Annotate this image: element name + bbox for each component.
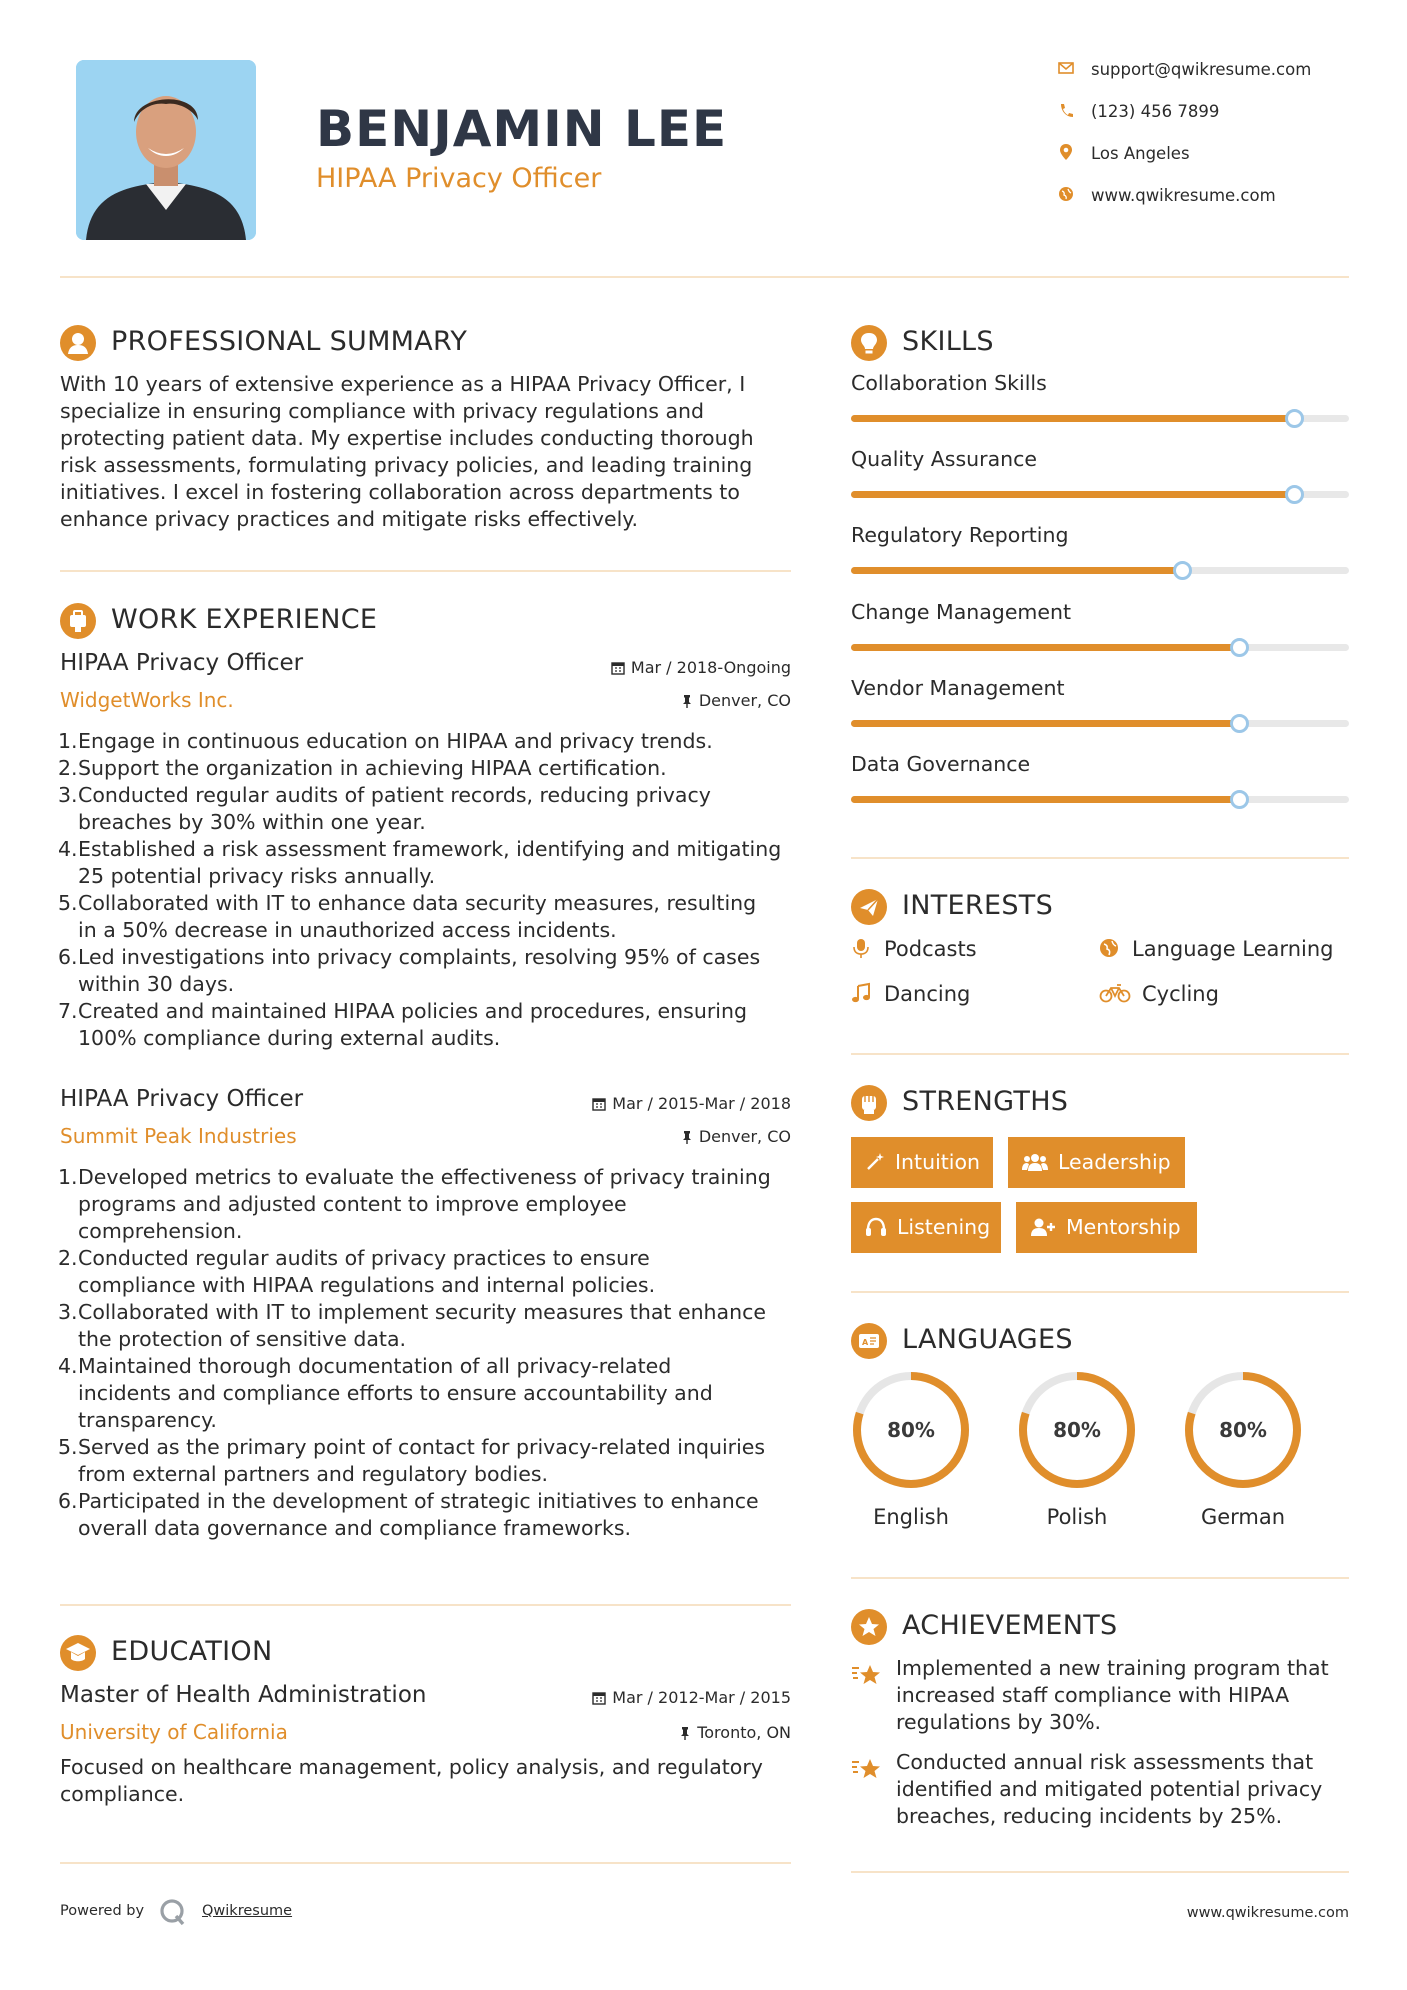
- globe-icon: [1058, 185, 1074, 203]
- job-date: [611, 658, 791, 677]
- strength-label: Listening: [897, 1215, 991, 1239]
- skill-bar-fill: [851, 415, 1294, 422]
- achievement-line: regulations by 30%.: [896, 1710, 1102, 1734]
- list-line: Collaborated with IT to enhance data security measures, resulting: [78, 891, 757, 915]
- skills-heading: SKILLS: [902, 326, 994, 357]
- language-progress-ring: [1182, 1369, 1304, 1491]
- skill-label: Collaboration Skills: [851, 371, 1047, 395]
- list-number: 6.: [58, 945, 78, 969]
- work-divider: [60, 1604, 791, 1606]
- list-number: 7.: [58, 999, 78, 1023]
- list-line: in a 50% decrease in unauthorized access incidents.: [78, 918, 617, 942]
- list-line: Established a risk assessment framework, identifying and mitigating: [78, 837, 782, 861]
- strengths-heading: STRENGTHS: [902, 1086, 1069, 1117]
- email-text: support@qwikresume.com: [1091, 60, 1312, 79]
- profile-photo: [76, 60, 256, 240]
- interest-label: Podcasts: [884, 937, 977, 961]
- header-divider: [60, 276, 1349, 278]
- graduation-icon: [60, 1635, 96, 1671]
- list-number: 6.: [58, 1489, 78, 1513]
- strength-chip: [1016, 1202, 1197, 1253]
- list-line: Collaborated with IT to implement security measures that enhance: [78, 1300, 766, 1324]
- language-progress-ring: [850, 1369, 972, 1491]
- summary-line: risk assessments, formulating privacy policies, and leading training: [60, 453, 753, 477]
- list-line: 25 potential privacy risks annually.: [78, 864, 436, 888]
- user-icon: [60, 325, 96, 361]
- skill-bar: [851, 415, 1349, 422]
- skill-bar: [851, 567, 1349, 574]
- strength-label: Mentorship: [1066, 1215, 1181, 1239]
- phone-text: (123) 456 7899: [1091, 102, 1220, 121]
- degree-name: Master of Health Administration: [60, 1682, 427, 1708]
- microphone-icon: [851, 937, 871, 959]
- school-name: University of California: [60, 1720, 288, 1744]
- strength-chip: [851, 1137, 993, 1188]
- education-line: compliance.: [60, 1782, 185, 1806]
- language-progress-ring: [1016, 1369, 1138, 1491]
- education-location: [679, 1723, 791, 1742]
- list-item: [60, 944, 810, 998]
- list-number: 1.: [58, 729, 78, 753]
- map-pin-icon: [1058, 143, 1074, 161]
- footer-website[interactable]: www.qwikresume.com: [1186, 1905, 1349, 1921]
- list-item: [60, 728, 810, 755]
- bicycle-icon: [1099, 982, 1131, 1004]
- skill-bar-fill: [851, 644, 1239, 651]
- users-icon: [1022, 1152, 1048, 1172]
- list-number: 2.: [58, 1246, 78, 1270]
- skill-bar-handle: [1230, 790, 1249, 809]
- skill-bar-handle: [1230, 638, 1249, 657]
- achievement-line: identified and mitigated potential privacy: [896, 1777, 1323, 1801]
- footer-brand-link[interactable]: Qwikresume: [202, 1903, 293, 1919]
- list-line: within 30 days.: [78, 972, 235, 996]
- list-item: [60, 836, 810, 890]
- skill-bar: [851, 644, 1349, 651]
- achievements-heading: ACHIEVEMENTS: [902, 1610, 1118, 1641]
- skill-bar-fill: [851, 491, 1294, 498]
- qwikresume-logo-icon: [158, 1897, 188, 1927]
- job-date-text: Mar / 2018-Ongoing: [630, 658, 791, 677]
- list-item: [60, 782, 810, 836]
- education-line: Focused on healthcare management, policy analysis, and regulatory: [60, 1755, 763, 1779]
- skill-bar-handle: [1285, 485, 1304, 504]
- shooting-star-icon: [851, 1662, 883, 1690]
- skill-bar-handle: [1230, 714, 1249, 733]
- list-number: 5.: [58, 891, 78, 915]
- lightbulb-icon: [851, 325, 887, 361]
- skill-bar-fill: [851, 567, 1182, 574]
- achievement-item: [896, 1749, 1346, 1830]
- calendar-icon: [592, 1691, 606, 1705]
- language-name: German: [1200, 1505, 1286, 1529]
- list-item: [60, 1353, 810, 1434]
- shooting-star-icon: [851, 1756, 883, 1784]
- summary-line: protecting patient data. My expertise includes conducting thorough: [60, 426, 754, 450]
- interests-divider: [851, 1053, 1349, 1055]
- candidate-title: HIPAA Privacy Officer: [316, 163, 602, 194]
- summary-line: With 10 years of extensive experience as a HIPAA Privacy Officer, I: [60, 372, 746, 396]
- pushpin-icon: [679, 1726, 691, 1740]
- list-number: 3.: [58, 783, 78, 807]
- achievement-line: Conducted annual risk assessments that: [896, 1750, 1314, 1774]
- music-note-icon: [851, 982, 871, 1004]
- list-line: Served as the primary point of contact for privacy-related inquiries: [78, 1435, 766, 1459]
- achievement-line: breaches, reducing incidents by 25%.: [896, 1804, 1283, 1828]
- work-heading: WORK EXPERIENCE: [111, 604, 378, 635]
- star-badge-icon: [851, 1609, 887, 1645]
- strength-label: Leadership: [1058, 1150, 1171, 1174]
- strengths-divider: [851, 1291, 1349, 1293]
- skill-bar-handle: [1173, 561, 1192, 580]
- list-line: comprehension.: [78, 1219, 243, 1243]
- skills-divider: [851, 857, 1349, 859]
- language-name: Polish: [1046, 1505, 1108, 1529]
- skill-label: Data Governance: [851, 752, 1031, 776]
- languages-heading: LANGUAGES: [902, 1324, 1073, 1355]
- website-text: www.qwikresume.com: [1091, 186, 1276, 205]
- summary-heading: PROFESSIONAL SUMMARY: [111, 326, 468, 357]
- list-line: breaches by 30% within one year.: [78, 810, 426, 834]
- list-line: Maintained thorough documentation of all privacy-related: [78, 1354, 672, 1378]
- list-line: 100% compliance during external audits.: [78, 1026, 501, 1050]
- skill-bar-fill: [851, 720, 1239, 727]
- headphones-icon: [865, 1217, 887, 1237]
- job-location: [681, 1127, 791, 1146]
- list-line: Conducted regular audits of privacy practices to ensure: [78, 1246, 650, 1270]
- education-divider: [60, 1862, 791, 1864]
- list-line: from external partners and regulatory bodies.: [78, 1462, 549, 1486]
- education-description: [60, 1754, 800, 1808]
- skill-bar: [851, 796, 1349, 803]
- summary-text: [60, 371, 800, 533]
- calendar-icon: [611, 661, 625, 675]
- list-item: [60, 998, 810, 1052]
- list-line: Led investigations into privacy complaints, resolving 95% of cases: [78, 945, 761, 969]
- list-line: Developed metrics to evaluate the effectiveness of privacy training: [78, 1165, 771, 1189]
- language-percent: 80%: [1053, 1418, 1101, 1442]
- list-line: overall data governance and compliance frameworks.: [78, 1516, 632, 1540]
- list-line: compliance with HIPAA regulations and internal policies.: [78, 1273, 656, 1297]
- list-item: [60, 1299, 810, 1353]
- skill-bar-handle: [1285, 409, 1304, 428]
- company-name: Summit Peak Industries: [60, 1124, 297, 1148]
- footer-powered-by: Powered by: [60, 1903, 145, 1919]
- education-date: [592, 1688, 791, 1707]
- skill-label: Vendor Management: [851, 675, 1065, 700]
- list-item: [60, 1434, 810, 1488]
- education-heading: EDUCATION: [111, 1636, 273, 1667]
- list-item: [60, 890, 810, 944]
- strength-chip: [1008, 1137, 1185, 1188]
- skill-label: Quality Assurance: [851, 447, 1038, 472]
- list-number: 2.: [58, 756, 78, 780]
- education-location-text: Toronto, ON: [697, 1723, 791, 1742]
- list-line: the protection of sensitive data.: [78, 1327, 407, 1351]
- list-number: 4.: [58, 1354, 78, 1378]
- job-location: [681, 691, 791, 710]
- svg-text:A: A: [862, 1338, 869, 1347]
- language-name: English: [873, 1505, 949, 1529]
- list-line: Support the organization in achieving HIPAA certification.: [78, 756, 667, 780]
- language-card-icon: [851, 1323, 887, 1359]
- job-title: HIPAA Privacy Officer: [60, 1086, 304, 1112]
- list-number: 1.: [58, 1165, 78, 1189]
- list-line: Participated in the development of strategic initiatives to enhance: [78, 1489, 759, 1513]
- interest-label: Language Learning: [1132, 937, 1334, 961]
- candidate-name: BENJAMIN LEE: [316, 100, 728, 158]
- list-item: [60, 1245, 810, 1299]
- skill-bar: [851, 491, 1349, 498]
- interests-heading: INTERESTS: [902, 890, 1054, 921]
- list-line: incidents and compliance efforts to ensure accountability and: [78, 1381, 713, 1405]
- fist-icon: [851, 1085, 887, 1121]
- list-line: Created and maintained HIPAA policies and procedures, ensuring: [78, 999, 747, 1023]
- list-number: 3.: [58, 1300, 78, 1324]
- job-location-text: Denver, CO: [698, 1127, 791, 1146]
- job-date-text: Mar / 2015-Mar / 2018: [612, 1094, 791, 1113]
- list-number: 5.: [58, 1435, 78, 1459]
- summary-divider: [60, 570, 791, 572]
- list-line: Conducted regular audits of patient records, reducing privacy: [78, 783, 711, 807]
- envelope-icon: [1058, 59, 1074, 77]
- job-responsibilities: [60, 728, 810, 1052]
- skill-bar-fill: [851, 796, 1239, 803]
- education-date-text: Mar / 2012-Mar / 2015: [612, 1688, 791, 1707]
- phone-icon: [1058, 101, 1074, 119]
- language-percent: 80%: [1219, 1418, 1267, 1442]
- list-line: transparency.: [78, 1408, 217, 1432]
- skill-label: Change Management: [851, 599, 1072, 624]
- job-location-text: Denver, CO: [698, 691, 791, 710]
- calendar-icon: [592, 1097, 606, 1111]
- briefcase-icon: [60, 603, 96, 639]
- summary-line: enhance privacy practices and mitigate risks effectively.: [60, 507, 639, 531]
- job-title: HIPAA Privacy Officer: [60, 650, 304, 676]
- list-line: Engage in continuous education on HIPAA and privacy trends.: [78, 729, 713, 753]
- languages-divider: [851, 1577, 1349, 1579]
- summary-line: initiatives. I excel in fostering collaboration across departments to: [60, 480, 740, 504]
- language-percent: 80%: [887, 1418, 935, 1442]
- company-name: WidgetWorks Inc.: [60, 688, 234, 712]
- strength-label: Intuition: [895, 1150, 981, 1174]
- achievement-line: Implemented a new training program that: [896, 1656, 1329, 1680]
- summary-line: specialize in ensuring compliance with privacy regulations and: [60, 399, 705, 423]
- list-item: [60, 1488, 810, 1542]
- job-date: [592, 1094, 791, 1113]
- paper-plane-icon: [851, 889, 887, 925]
- globe-icon: [1099, 937, 1119, 959]
- list-item: [60, 755, 810, 782]
- magic-wand-icon: [865, 1152, 885, 1172]
- skill-bar: [851, 720, 1349, 727]
- list-item: [60, 1164, 810, 1245]
- skill-label: Regulatory Reporting: [851, 523, 1069, 548]
- list-number: 4.: [58, 837, 78, 861]
- interest-label: Cycling: [1142, 982, 1219, 1006]
- pushpin-icon: [681, 694, 693, 708]
- interest-label: Dancing: [884, 982, 971, 1006]
- achievement-item: [896, 1655, 1346, 1736]
- achievement-line: increased staff compliance with HIPAA: [896, 1683, 1290, 1707]
- achievements-divider: [851, 1871, 1349, 1873]
- pushpin-icon: [681, 1130, 693, 1144]
- list-line: programs and adjusted content to improve employee: [78, 1192, 627, 1216]
- job-responsibilities: [60, 1164, 810, 1542]
- strength-chip: [851, 1202, 1001, 1253]
- location-text: Los Angeles: [1091, 144, 1190, 163]
- user-plus-icon: [1030, 1217, 1056, 1237]
